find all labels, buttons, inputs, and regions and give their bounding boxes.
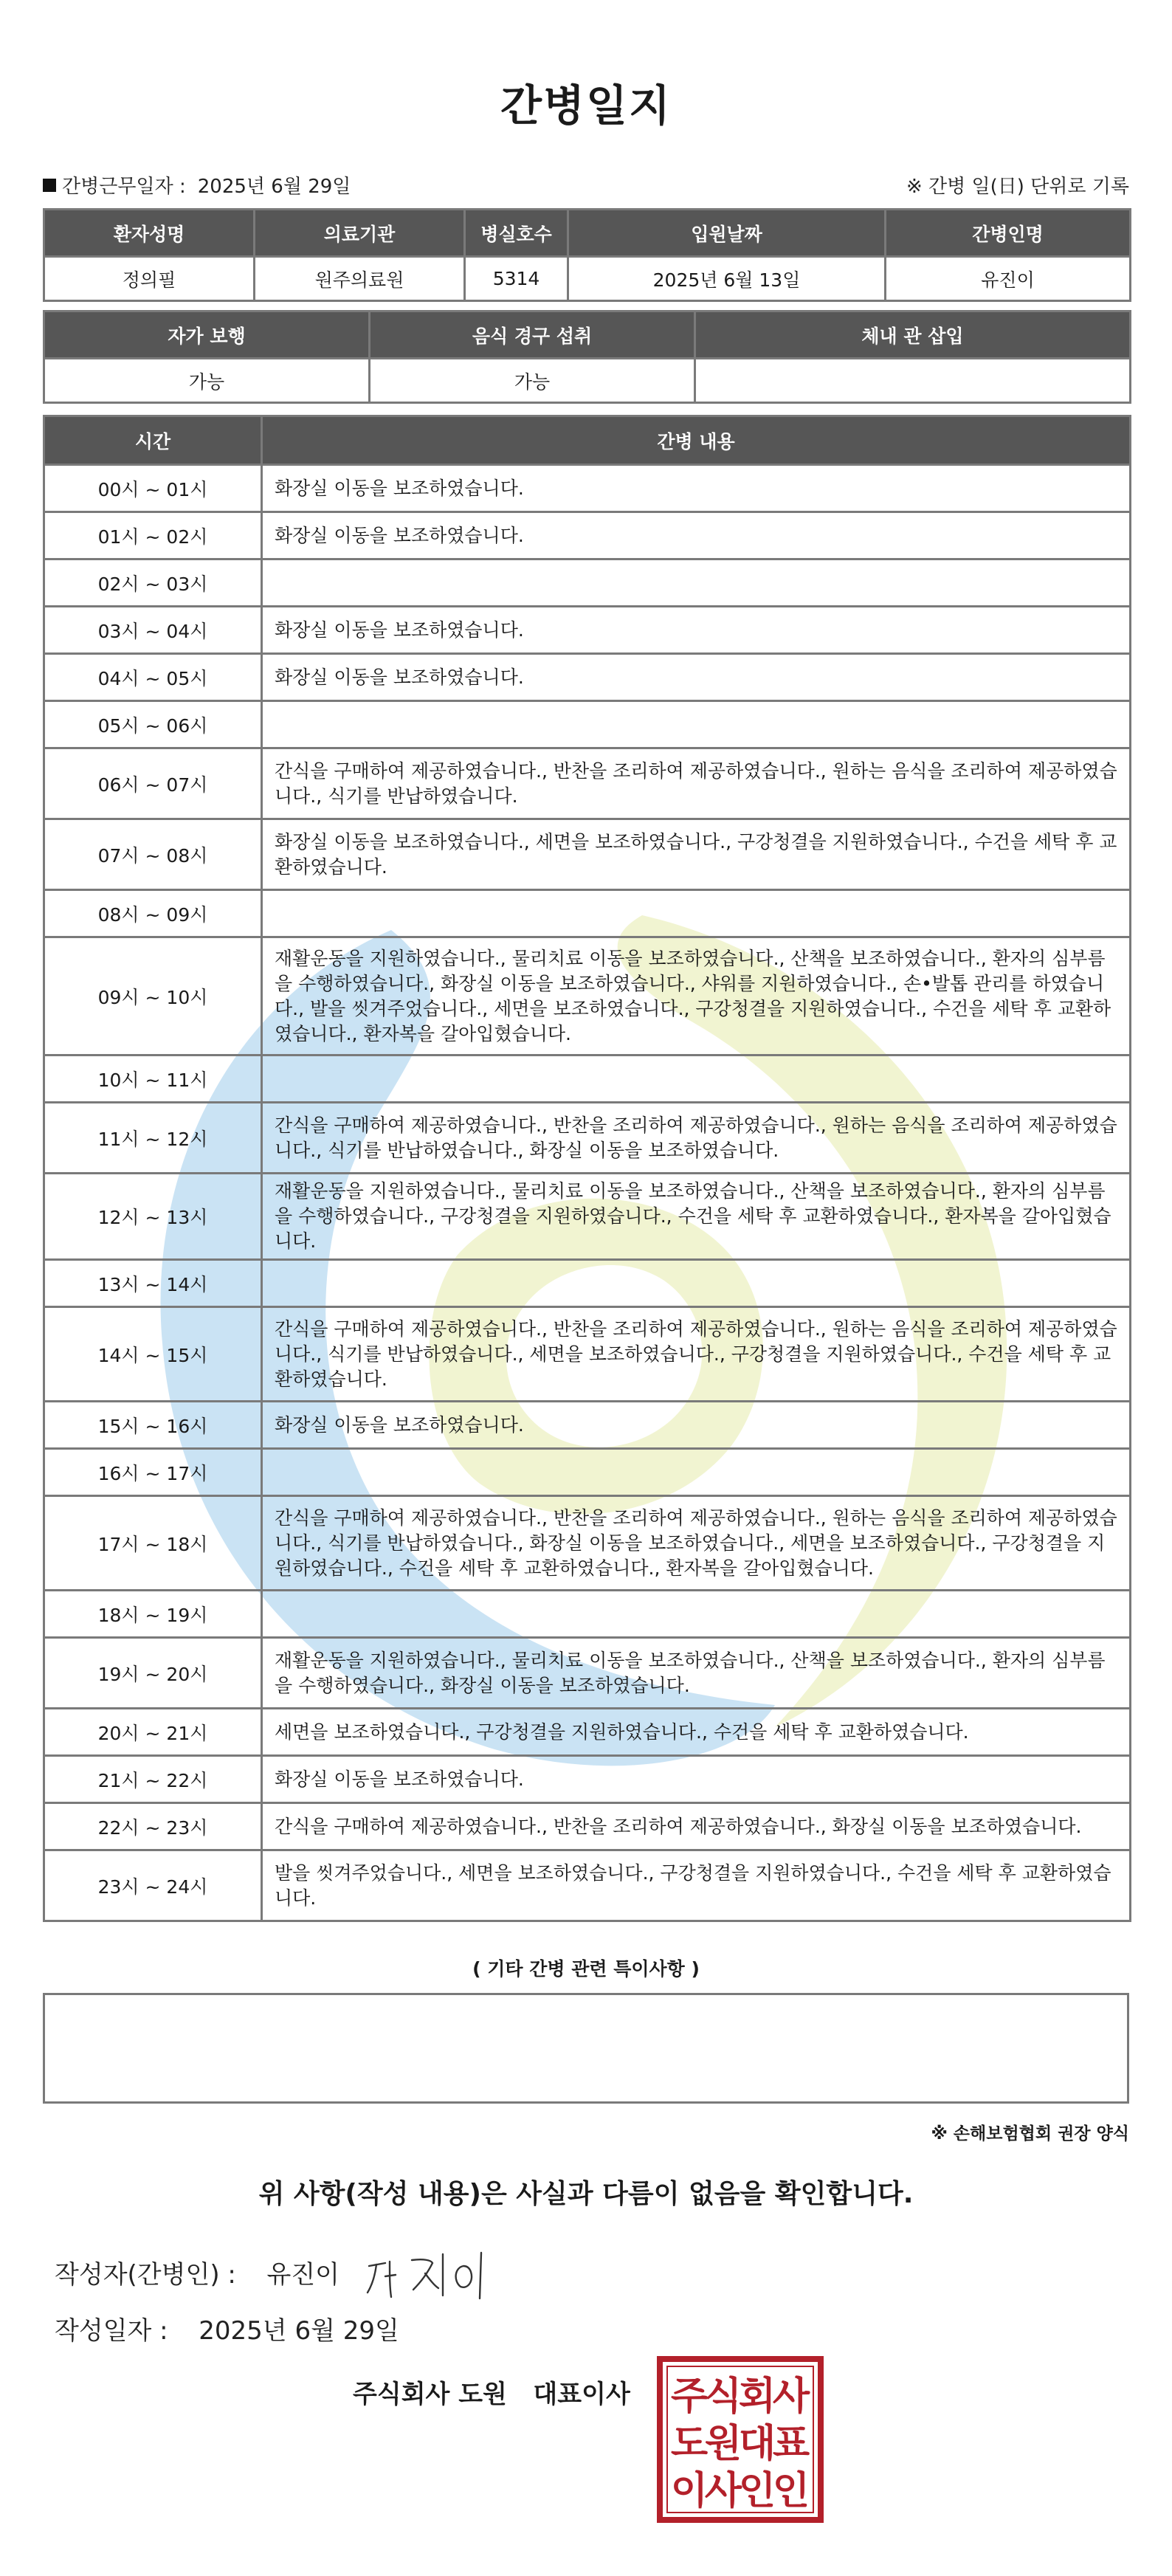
time-slot: 06시 ~ 07시	[44, 748, 262, 819]
time-slot: 11시 ~ 12시	[44, 1103, 262, 1174]
svg-text:인: 인	[772, 2469, 810, 2513]
page-title: 간병일지	[500, 80, 672, 131]
time-slot: 22시 ~ 23시	[44, 1803, 262, 1850]
tube-insertion-value	[695, 359, 1131, 403]
date-line	[55, 2310, 399, 2346]
company-representative: 주식회사 도원 대표이사	[353, 2380, 630, 2409]
care-content: 화장실 이동을 보조하였습니다.	[262, 1402, 1131, 1449]
care-content: 간식을 구매하여 제공하였습니다., 반찬을 조리하여 제공하였습니다., 원하는 음식을 조리하여 제공하였습니다., 식기를 반납하였습니다., 세면을 보조하였습니다., 구강청결을 지원하였습니다., 수건을 세탁 후 교환하였습니다.	[262, 1307, 1131, 1402]
log-rows	[44, 465, 1131, 1921]
care-content: 세면을 보조하였습니다., 구강청결을 지원하였습니다., 수건을 세탁 후 교환하였습니다.	[262, 1709, 1131, 1756]
time-slot: 12시 ~ 13시	[44, 1174, 262, 1260]
header-tube-insertion: 체내 관 삽입	[695, 311, 1131, 359]
time-slot: 07시 ~ 08시	[44, 819, 262, 890]
table-row	[44, 465, 1131, 512]
time-slot: 15시 ~ 16시	[44, 1402, 262, 1449]
table-row	[44, 819, 1131, 890]
confirmation-statement: 위 사항(작성 내용)은 사실과 다름이 없음을 확인합니다.	[258, 2179, 914, 2209]
table-row	[44, 1402, 1131, 1449]
company-seal-stamp	[655, 2355, 825, 2524]
hourly-care-log-table	[43, 415, 1131, 1922]
time-slot: 09시 ~ 10시	[44, 937, 262, 1055]
care-content: 간식을 구매하여 제공하였습니다., 반찬을 조리하여 제공하였습니다., 원하는 음식을 조리하여 제공하였습니다., 식기를 반납하였습니다., 화장실 이동을 보조하였습니다.	[262, 1103, 1131, 1174]
care-content: 재활운동을 지원하였습니다., 물리치료 이동을 보조하였습니다., 산책을 보조하였습니다., 환자의 심부름을 수행하였습니다., 구강청결을 지원하였습니다., 수건을 세탁 후 교환하였습니다., 환자복을 갈아입혔습니다.	[262, 1174, 1131, 1260]
header-oral-intake: 음식 경구 섭취	[370, 311, 695, 359]
table-row	[44, 512, 1131, 559]
time-slot: 16시 ~ 17시	[44, 1449, 262, 1496]
author-name: 유진이	[266, 2260, 340, 2290]
unit-note: ※ 간병 일(日) 단위로 기록	[906, 176, 1129, 198]
table-row	[44, 1307, 1131, 1402]
svg-text:식: 식	[704, 2374, 742, 2419]
patient-info-table	[43, 208, 1131, 302]
table-row	[44, 1803, 1131, 1850]
svg-text:원: 원	[704, 2422, 742, 2466]
care-content: 화장실 이동을 보조하였습니다.	[262, 465, 1131, 512]
care-content: 화장실 이동을 보조하였습니다.	[262, 654, 1131, 701]
table-row	[44, 1449, 1131, 1496]
table-row	[44, 1850, 1131, 1921]
table-row	[44, 748, 1131, 819]
care-content	[262, 1260, 1131, 1307]
svg-text:사: 사	[772, 2374, 810, 2419]
time-slot: 03시 ~ 04시	[44, 607, 262, 654]
written-date: 2025년 6월 29일	[199, 2316, 399, 2346]
author-line	[55, 2254, 339, 2290]
time-slot: 13시 ~ 14시	[44, 1260, 262, 1307]
svg-text:사: 사	[704, 2469, 742, 2513]
header-care-content: 간병 내용	[262, 416, 1131, 465]
header-room-number: 병실호수	[465, 210, 568, 257]
care-content: 재활운동을 지원하였습니다., 물리치료 이동을 보조하였습니다., 산책을 보조하였습니다., 환자의 심부름을 수행하였습니다., 화장실 이동을 보조하였습니다., 샤워를 지원하였습니다., 손•발톱 관리를 하였습니다., 발을 씻겨주었습니다., 세면을 보조하였습니다., 구강청결을 지원하였습니다., 수건을 세탁 후 교환하였습니다., 환자복을 갈아입혔습니다.	[262, 937, 1131, 1055]
care-content	[262, 890, 1131, 937]
header-admission-date: 입원날짜	[568, 210, 886, 257]
table-row	[44, 1496, 1131, 1591]
time-slot: 23시 ~ 24시	[44, 1850, 262, 1921]
room-number: 5314	[465, 257, 568, 301]
table-row	[44, 1103, 1131, 1174]
care-content: 화장실 이동을 보조하였습니다.	[262, 1756, 1131, 1803]
table-row	[44, 654, 1131, 701]
header-time: 시간	[44, 416, 262, 465]
table-row	[44, 1260, 1131, 1307]
work-date-label: 간병근무일자 :	[62, 176, 186, 198]
table-row	[44, 1174, 1131, 1260]
time-slot: 01시 ~ 02시	[44, 512, 262, 559]
table-row	[44, 559, 1131, 607]
bullet-square-icon	[43, 179, 56, 192]
association-note: ※ 손해보험협회 권장 양식	[931, 2124, 1129, 2143]
patient-status-table	[43, 310, 1131, 404]
time-slot: 14시 ~ 15시	[44, 1307, 262, 1402]
header-self-walking: 자가 보행	[44, 311, 370, 359]
time-slot: 18시 ~ 19시	[44, 1591, 262, 1638]
time-slot: 19시 ~ 20시	[44, 1638, 262, 1709]
care-content: 화장실 이동을 보조하였습니다.	[262, 512, 1131, 559]
patient-name: 정의필	[44, 257, 255, 301]
oral-intake-value: 가능	[370, 359, 695, 403]
care-content: 화장실 이동을 보조하였습니다., 세면을 보조하였습니다., 구강청결을 지원하였습니다., 수건을 세탁 후 교환하였습니다.	[262, 819, 1131, 890]
care-content: 화장실 이동을 보조하였습니다.	[262, 607, 1131, 654]
care-content	[262, 1055, 1131, 1103]
care-content	[262, 1449, 1131, 1496]
svg-text:회: 회	[738, 2374, 776, 2419]
remarks-heading: ( 기타 간병 관련 특이사항 )	[472, 1958, 700, 1980]
svg-text:주: 주	[670, 2374, 709, 2419]
handwritten-signature	[360, 2244, 493, 2303]
care-content	[262, 559, 1131, 607]
svg-text:인: 인	[738, 2469, 776, 2513]
work-date	[43, 171, 351, 199]
time-slot: 20시 ~ 21시	[44, 1709, 262, 1756]
table-row	[44, 1638, 1131, 1709]
admission-date: 2025년 6월 13일	[568, 257, 886, 301]
svg-text:도: 도	[670, 2422, 709, 2466]
time-slot: 02시 ~ 03시	[44, 559, 262, 607]
work-date-value: 2025년 6월 29일	[197, 176, 351, 198]
table-row	[44, 890, 1131, 937]
svg-text:표: 표	[772, 2422, 810, 2466]
table-row	[44, 937, 1131, 1055]
time-slot: 21시 ~ 22시	[44, 1756, 262, 1803]
table-row	[44, 1709, 1131, 1756]
time-slot: 05시 ~ 06시	[44, 701, 262, 748]
time-slot: 04시 ~ 05시	[44, 654, 262, 701]
care-content	[262, 1591, 1131, 1638]
table-row	[44, 701, 1131, 748]
remarks-box	[43, 1993, 1129, 2104]
care-content: 간식을 구매하여 제공하였습니다., 반찬을 조리하여 제공하였습니다., 원하는 음식을 조리하여 제공하였습니다., 식기를 반납하였습니다.	[262, 748, 1131, 819]
table-row	[44, 607, 1131, 654]
table-row	[44, 1055, 1131, 1103]
header-hospital: 의료기관	[255, 210, 465, 257]
caregiver-name: 유진이	[886, 257, 1131, 301]
svg-text:이: 이	[670, 2469, 709, 2513]
time-slot: 08시 ~ 09시	[44, 890, 262, 937]
care-content: 재활운동을 지원하였습니다., 물리치료 이동을 보조하였습니다., 산책을 보조하였습니다., 환자의 심부름을 수행하였습니다., 화장실 이동을 보조하였습니다.	[262, 1638, 1131, 1709]
time-slot: 00시 ~ 01시	[44, 465, 262, 512]
time-slot: 17시 ~ 18시	[44, 1496, 262, 1591]
care-content	[262, 701, 1131, 748]
hospital-name: 원주의료원	[255, 257, 465, 301]
care-content: 간식을 구매하여 제공하였습니다., 반찬을 조리하여 제공하였습니다., 화장실 이동을 보조하였습니다.	[262, 1803, 1131, 1850]
author-label: 작성자(간병인) :	[55, 2260, 236, 2290]
time-slot: 10시 ~ 11시	[44, 1055, 262, 1103]
header-caregiver-name: 간병인명	[886, 210, 1131, 257]
care-content: 발을 씻겨주었습니다., 세면을 보조하였습니다., 구강청결을 지원하였습니다., 수건을 세탁 후 교환하였습니다.	[262, 1850, 1131, 1921]
table-row	[44, 1591, 1131, 1638]
table-row	[44, 1756, 1131, 1803]
header-patient-name: 환자성명	[44, 210, 255, 257]
date-label: 작성일자 :	[55, 2316, 168, 2346]
svg-text:대: 대	[738, 2422, 776, 2466]
care-content: 간식을 구매하여 제공하였습니다., 반찬을 조리하여 제공하였습니다., 원하는 음식을 조리하여 제공하였습니다., 식기를 반납하였습니다., 화장실 이동을 보조하였습니다., 세면을 보조하였습니다., 구강청결을 지원하였습니다., 수건을 세탁 후 교환하였습니다., 환자복을 갈아입혔습니다.	[262, 1496, 1131, 1591]
self-walking-value: 가능	[44, 359, 370, 403]
